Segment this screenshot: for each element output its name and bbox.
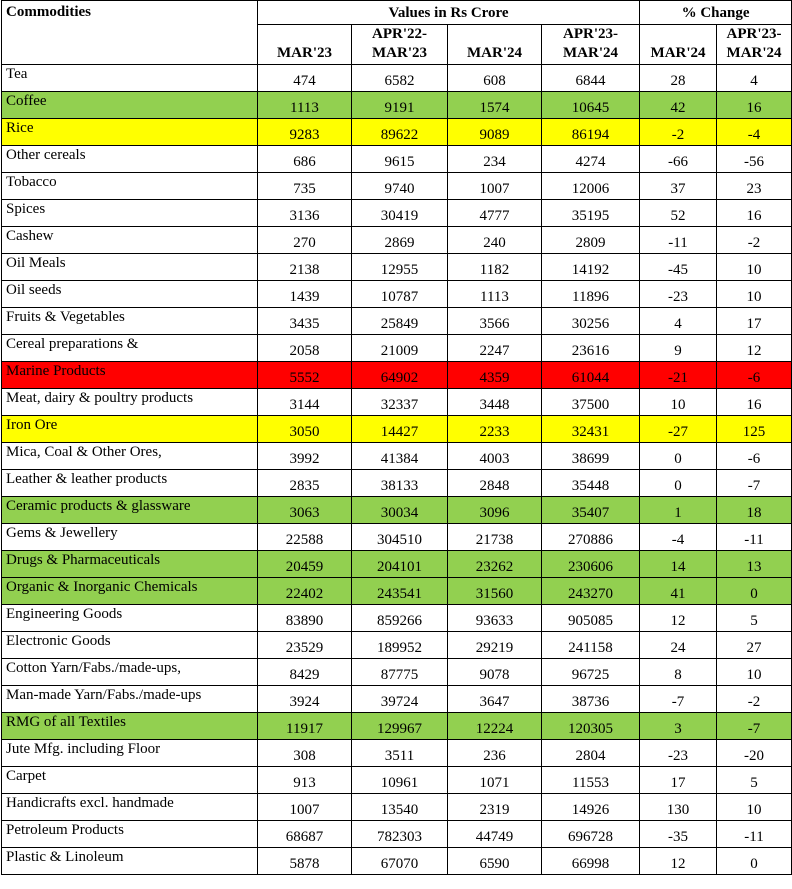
value-cell: 23529 <box>258 632 352 659</box>
table-row <box>2 362 792 389</box>
value-cell: 17 <box>640 767 717 794</box>
commodity-name: Tea <box>2 65 258 92</box>
value-cell: 14 <box>640 551 717 578</box>
value-cell: 87775 <box>352 659 448 686</box>
table-row <box>2 551 792 578</box>
value-cell: 4003 <box>448 443 542 470</box>
table-row <box>2 632 792 659</box>
value-cell: 83890 <box>258 605 352 632</box>
value-cell: 8 <box>640 659 717 686</box>
value-cell: 5552 <box>258 362 352 389</box>
value-cell: 10 <box>717 281 792 308</box>
header-col-1 <box>258 25 352 65</box>
value-cell: 3435 <box>258 308 352 335</box>
value-cell: 13540 <box>352 794 448 821</box>
value-cell: 130 <box>640 794 717 821</box>
commodity-name: Mica, Coal & Other Ores, <box>2 443 258 470</box>
table-row <box>2 524 792 551</box>
value-cell: 10787 <box>352 281 448 308</box>
value-cell: 64902 <box>352 362 448 389</box>
value-cell: -35 <box>640 821 717 848</box>
header-change-group: % Change <box>640 1 792 25</box>
table-row <box>2 308 792 335</box>
value-cell: 4 <box>640 308 717 335</box>
value-cell: 608 <box>448 65 542 92</box>
value-cell: 14192 <box>542 254 640 281</box>
commodity-name: Other cereals <box>2 146 258 173</box>
header-col-5 <box>640 25 717 65</box>
value-cell: -56 <box>717 146 792 173</box>
commodity-name: Cashew <box>2 227 258 254</box>
value-cell: 9740 <box>352 173 448 200</box>
header-col-text: MAR'24 <box>650 45 706 61</box>
value-cell: 30419 <box>352 200 448 227</box>
value-cell: 913 <box>258 767 352 794</box>
value-cell: 67070 <box>352 848 448 875</box>
value-cell: -20 <box>717 740 792 767</box>
value-cell: 204101 <box>352 551 448 578</box>
commodity-name: Jute Mfg. including Floor <box>2 740 258 767</box>
value-cell: 9615 <box>352 146 448 173</box>
table-row <box>2 605 792 632</box>
table-row <box>2 659 792 686</box>
value-cell: 3992 <box>258 443 352 470</box>
value-cell: 32337 <box>352 389 448 416</box>
value-cell: 1071 <box>448 767 542 794</box>
value-cell: 189952 <box>352 632 448 659</box>
value-cell: 270886 <box>542 524 640 551</box>
value-cell: 14926 <box>542 794 640 821</box>
value-cell: 35195 <box>542 200 640 227</box>
value-cell: 38699 <box>542 443 640 470</box>
commodity-name: Tobacco <box>2 173 258 200</box>
commodity-name: Organic & Inorganic Chemicals <box>2 578 258 605</box>
header-row-groups <box>2 1 792 25</box>
value-cell: 11896 <box>542 281 640 308</box>
value-cell: -6 <box>717 362 792 389</box>
value-cell: 16 <box>717 200 792 227</box>
value-cell: 10 <box>717 794 792 821</box>
commodity-name: Marine Products <box>2 362 258 389</box>
header-col-text: APR'22- <box>372 26 427 42</box>
value-cell: 308 <box>258 740 352 767</box>
value-cell: 32431 <box>542 416 640 443</box>
table-row <box>2 227 792 254</box>
header-col-text: APR'23- <box>726 26 782 42</box>
value-cell: 20459 <box>258 551 352 578</box>
value-cell: 14427 <box>352 416 448 443</box>
value-cell: 2804 <box>542 740 640 767</box>
commodity-name: Electronic Goods <box>2 632 258 659</box>
table-row <box>2 335 792 362</box>
value-cell: 1113 <box>448 281 542 308</box>
value-cell: 22588 <box>258 524 352 551</box>
commodity-name: Cereal preparations & <box>2 335 258 362</box>
value-cell: 270 <box>258 227 352 254</box>
header-col-3 <box>448 25 542 65</box>
commodity-name: Fruits & Vegetables <box>2 308 258 335</box>
value-cell: 31560 <box>448 578 542 605</box>
table-row <box>2 119 792 146</box>
value-cell: 28 <box>640 65 717 92</box>
value-cell: 782303 <box>352 821 448 848</box>
header-col-text: MAR'24 <box>563 45 619 61</box>
commodity-name: Man-made Yarn/Fabs./made-ups <box>2 686 258 713</box>
value-cell: 3566 <box>448 308 542 335</box>
value-cell: 9283 <box>258 119 352 146</box>
commodity-name: Drugs & Pharmaceuticals <box>2 551 258 578</box>
value-cell: 30034 <box>352 497 448 524</box>
commodity-name: Rice <box>2 119 258 146</box>
value-cell: 35407 <box>542 497 640 524</box>
value-cell: 3050 <box>258 416 352 443</box>
value-cell: 11553 <box>542 767 640 794</box>
value-cell: 304510 <box>352 524 448 551</box>
value-cell: 44749 <box>448 821 542 848</box>
value-cell: -4 <box>717 119 792 146</box>
value-cell: 12224 <box>448 713 542 740</box>
value-cell: -11 <box>717 524 792 551</box>
value-cell: 66998 <box>542 848 640 875</box>
value-cell: 2809 <box>542 227 640 254</box>
value-cell: 696728 <box>542 821 640 848</box>
value-cell: 39724 <box>352 686 448 713</box>
value-cell: 12006 <box>542 173 640 200</box>
value-cell: 1113 <box>258 92 352 119</box>
header-values-group: Values in Rs Crore <box>258 1 640 25</box>
table-row <box>2 470 792 497</box>
table-row <box>2 767 792 794</box>
table-row <box>2 578 792 605</box>
value-cell: 21738 <box>448 524 542 551</box>
value-cell: 1007 <box>448 173 542 200</box>
header-col-text: MAR'24 <box>467 45 522 61</box>
value-cell: 93633 <box>448 605 542 632</box>
value-cell: 4359 <box>448 362 542 389</box>
table-row <box>2 92 792 119</box>
value-cell: 12 <box>640 848 717 875</box>
value-cell: 9191 <box>352 92 448 119</box>
commodity-name: Ceramic products & glassware <box>2 497 258 524</box>
table-row <box>2 173 792 200</box>
value-cell: 3924 <box>258 686 352 713</box>
value-cell: 3096 <box>448 497 542 524</box>
commodity-name: Coffee <box>2 92 258 119</box>
value-cell: 1439 <box>258 281 352 308</box>
value-cell: 3448 <box>448 389 542 416</box>
value-cell: 9078 <box>448 659 542 686</box>
table-row <box>2 389 792 416</box>
value-cell: -4 <box>640 524 717 551</box>
value-cell: -45 <box>640 254 717 281</box>
value-cell: 86194 <box>542 119 640 146</box>
value-cell: 38133 <box>352 470 448 497</box>
commodity-name: Engineering Goods <box>2 605 258 632</box>
table-row <box>2 740 792 767</box>
value-cell: 16 <box>717 389 792 416</box>
header-commodities: Commodities <box>2 1 258 65</box>
value-cell: 12955 <box>352 254 448 281</box>
value-cell: -7 <box>717 470 792 497</box>
value-cell: 37500 <box>542 389 640 416</box>
value-cell: 4274 <box>542 146 640 173</box>
value-cell: 905085 <box>542 605 640 632</box>
header-col-text: APR'23- <box>563 26 619 42</box>
commodity-name: Oil seeds <box>2 281 258 308</box>
value-cell: 10 <box>717 659 792 686</box>
table-row <box>2 821 792 848</box>
table-row <box>2 848 792 875</box>
value-cell: 125 <box>717 416 792 443</box>
value-cell: 30256 <box>542 308 640 335</box>
header-col-6 <box>717 25 792 65</box>
value-cell: 735 <box>258 173 352 200</box>
value-cell: 6590 <box>448 848 542 875</box>
table-body <box>2 65 792 875</box>
value-cell: 2835 <box>258 470 352 497</box>
commodity-name: Meat, dairy & poultry products <box>2 389 258 416</box>
value-cell: 17 <box>717 308 792 335</box>
value-cell: -6 <box>717 443 792 470</box>
commodity-name: Petroleum Products <box>2 821 258 848</box>
value-cell: 52 <box>640 200 717 227</box>
value-cell: 6844 <box>542 65 640 92</box>
value-cell: 11917 <box>258 713 352 740</box>
value-cell: 0 <box>717 848 792 875</box>
table-row <box>2 281 792 308</box>
table-row <box>2 443 792 470</box>
value-cell: -2 <box>717 227 792 254</box>
value-cell: 35448 <box>542 470 640 497</box>
value-cell: 2869 <box>352 227 448 254</box>
value-cell: 10645 <box>542 92 640 119</box>
value-cell: 859266 <box>352 605 448 632</box>
value-cell: -23 <box>640 281 717 308</box>
value-cell: 0 <box>640 470 717 497</box>
value-cell: 42 <box>640 92 717 119</box>
value-cell: -11 <box>717 821 792 848</box>
value-cell: 0 <box>640 443 717 470</box>
value-cell: 1007 <box>258 794 352 821</box>
table-row <box>2 686 792 713</box>
value-cell: 4 <box>717 65 792 92</box>
value-cell: 236 <box>448 740 542 767</box>
value-cell: 37 <box>640 173 717 200</box>
value-cell: 24 <box>640 632 717 659</box>
value-cell: 89622 <box>352 119 448 146</box>
value-cell: 230606 <box>542 551 640 578</box>
value-cell: 2247 <box>448 335 542 362</box>
value-cell: 96725 <box>542 659 640 686</box>
table-row <box>2 65 792 92</box>
value-cell: -7 <box>640 686 717 713</box>
value-cell: 23 <box>717 173 792 200</box>
commodity-name: Oil Meals <box>2 254 258 281</box>
value-cell: 3136 <box>258 200 352 227</box>
value-cell: 18 <box>717 497 792 524</box>
value-cell: 243541 <box>352 578 448 605</box>
value-cell: 4777 <box>448 200 542 227</box>
commodity-name: Plastic & Linoleum <box>2 848 258 875</box>
value-cell: 22402 <box>258 578 352 605</box>
header-col-text: MAR'23 <box>277 45 332 61</box>
value-cell: 5878 <box>258 848 352 875</box>
value-cell: 686 <box>258 146 352 173</box>
commodity-name: Leather & leather products <box>2 470 258 497</box>
value-cell: -21 <box>640 362 717 389</box>
value-cell: 61044 <box>542 362 640 389</box>
value-cell: 5 <box>717 605 792 632</box>
value-cell: 38736 <box>542 686 640 713</box>
value-cell: 2233 <box>448 416 542 443</box>
value-cell: -27 <box>640 416 717 443</box>
value-cell: 120305 <box>542 713 640 740</box>
value-cell: 3063 <box>258 497 352 524</box>
value-cell: 3 <box>640 713 717 740</box>
value-cell: 243270 <box>542 578 640 605</box>
value-cell: 3647 <box>448 686 542 713</box>
header-col-text: MAR'24 <box>726 45 782 61</box>
value-cell: 8429 <box>258 659 352 686</box>
value-cell: 3511 <box>352 740 448 767</box>
value-cell: -11 <box>640 227 717 254</box>
commodities-export-table <box>1 0 792 875</box>
value-cell: 10 <box>640 389 717 416</box>
commodity-name: RMG of all Textiles <box>2 713 258 740</box>
value-cell: 68687 <box>258 821 352 848</box>
value-cell: 0 <box>717 578 792 605</box>
table-row <box>2 200 792 227</box>
value-cell: 2058 <box>258 335 352 362</box>
value-cell: 27 <box>717 632 792 659</box>
value-cell: 2319 <box>448 794 542 821</box>
value-cell: 240 <box>448 227 542 254</box>
value-cell: 1 <box>640 497 717 524</box>
value-cell: 10961 <box>352 767 448 794</box>
value-cell: -23 <box>640 740 717 767</box>
value-cell: 25849 <box>352 308 448 335</box>
table-row <box>2 713 792 740</box>
table-row <box>2 146 792 173</box>
commodity-name: Iron Ore <box>2 416 258 443</box>
value-cell: 9089 <box>448 119 542 146</box>
value-cell: 3144 <box>258 389 352 416</box>
value-cell: 129967 <box>352 713 448 740</box>
value-cell: 9 <box>640 335 717 362</box>
value-cell: 1574 <box>448 92 542 119</box>
table-row <box>2 794 792 821</box>
value-cell: 5 <box>717 767 792 794</box>
value-cell: 41384 <box>352 443 448 470</box>
value-cell: 12 <box>717 335 792 362</box>
value-cell: 2138 <box>258 254 352 281</box>
value-cell: -66 <box>640 146 717 173</box>
value-cell: 12 <box>640 605 717 632</box>
commodity-name: Carpet <box>2 767 258 794</box>
value-cell: 21009 <box>352 335 448 362</box>
value-cell: 41 <box>640 578 717 605</box>
header-col-4 <box>542 25 640 65</box>
value-cell: 241158 <box>542 632 640 659</box>
value-cell: -2 <box>640 119 717 146</box>
value-cell: 10 <box>717 254 792 281</box>
value-cell: 6582 <box>352 65 448 92</box>
value-cell: 16 <box>717 92 792 119</box>
value-cell: -2 <box>717 686 792 713</box>
value-cell: 1182 <box>448 254 542 281</box>
value-cell: 474 <box>258 65 352 92</box>
table-row <box>2 497 792 524</box>
commodity-name: Spices <box>2 200 258 227</box>
commodity-name: Handicrafts excl. handmade <box>2 794 258 821</box>
value-cell: 23262 <box>448 551 542 578</box>
value-cell: 29219 <box>448 632 542 659</box>
table-row <box>2 416 792 443</box>
value-cell: 234 <box>448 146 542 173</box>
table-row <box>2 254 792 281</box>
value-cell: -7 <box>717 713 792 740</box>
commodity-name: Cotton Yarn/Fabs./made-ups, <box>2 659 258 686</box>
value-cell: 23616 <box>542 335 640 362</box>
value-cell: 2848 <box>448 470 542 497</box>
value-cell: 13 <box>717 551 792 578</box>
header-col-2 <box>352 25 448 65</box>
header-col-text: MAR'23 <box>372 45 427 61</box>
commodity-name: Gems & Jewellery <box>2 524 258 551</box>
